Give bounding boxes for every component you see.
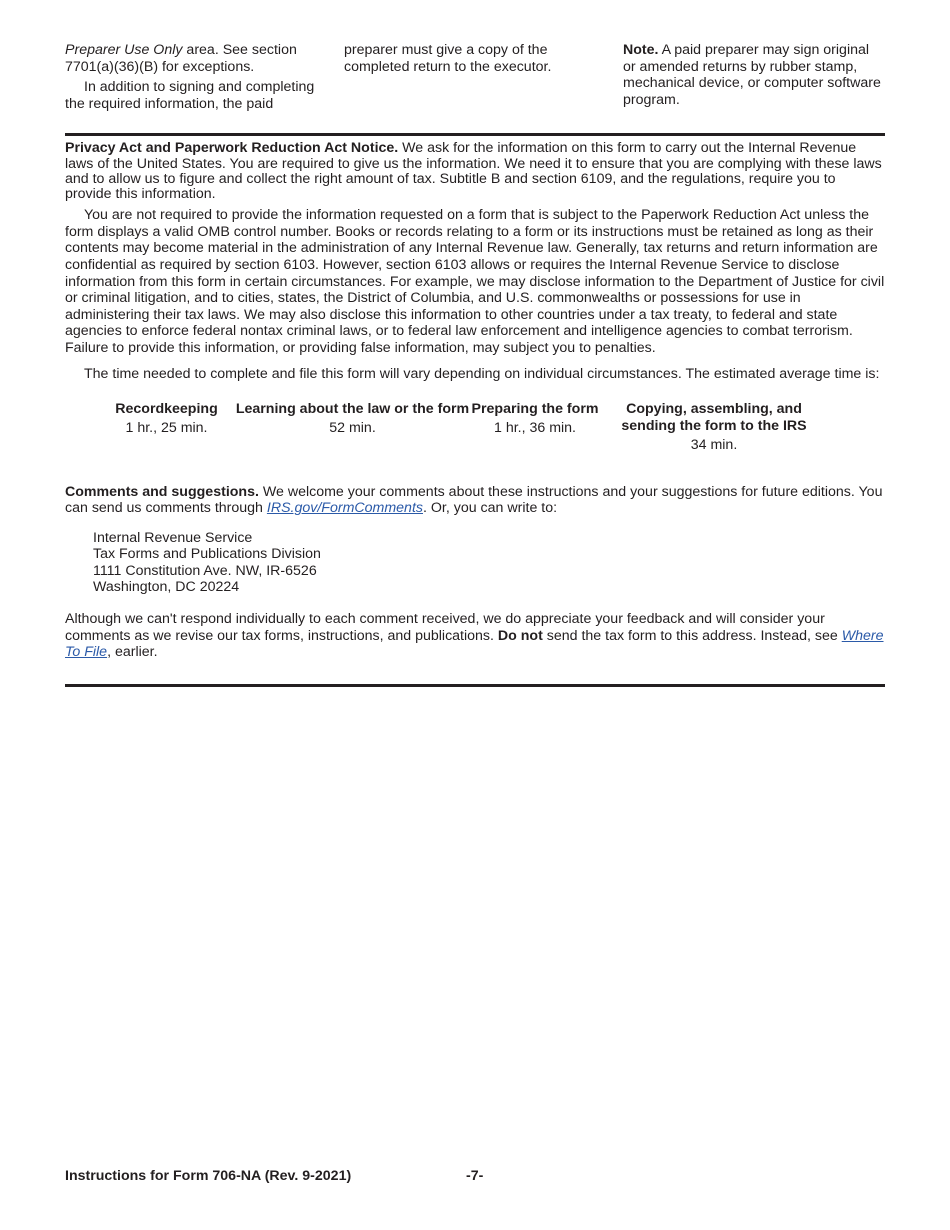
closing-paragraph (65, 611, 885, 661)
table-column-copying (600, 401, 828, 454)
closing-text-2: send the tax form to this address. Instead, see (542, 627, 842, 644)
copy-to-executor-paragraph: preparer must give a copy of the completed return to the executor. (344, 42, 552, 75)
section-divider (65, 133, 885, 136)
address-line: Internal Revenue Service (93, 529, 253, 546)
table-column-preparing (470, 401, 600, 454)
page-number: -7- (466, 1168, 484, 1184)
table-column-learning (235, 401, 470, 454)
mailing-address (93, 530, 885, 596)
address-line: Tax Forms and Publications Division (93, 546, 321, 563)
closing-text-1: Although we can't respond individually to each comment received, we do appreciate your feedback and will consider your comments as we revise our tax forms, instructions, and publications. (65, 610, 825, 644)
privacy-text-1: We ask for the information on this form to carry out the Internal Revenue laws of the United States. You are required to give us the information. We need it to ensure that you are complying with these laws and to allow us to figure and collect the right amount of tax. Subtitle B and section 6109, and the regulations, require you to provide this information. (65, 140, 882, 202)
table-value: 1 hr., 25 min. (125, 420, 208, 437)
footer-title: Instructions for Form 706-NA (Rev. 9-2021) (65, 1168, 352, 1184)
table-header: Recordkeeping (115, 401, 218, 418)
privacy-heading: Privacy Act and Paperwork Reduction Act Notice. (65, 140, 399, 157)
preparer-use-paragraph (65, 42, 327, 75)
top-columns (65, 42, 885, 112)
column-3 (623, 42, 885, 112)
note-label: Note. (623, 42, 659, 58)
note-text: A paid preparer may sign original or amended returns by rubber stamp, mechanical device, or computer software program. (623, 42, 881, 108)
where-to-file-link[interactable]: Where To File (65, 627, 884, 661)
preparer-use-rest: area. See section 7701(a)(36)(B) for exceptions. (65, 42, 297, 75)
privacy-notice-paragraph (65, 141, 885, 202)
table-header: Copying, assembling, and sending the form to the IRS (621, 401, 807, 435)
table-value: 52 min. (329, 420, 376, 437)
page-footer (65, 1168, 885, 1185)
table-header: Learning about the law or the form (235, 401, 470, 418)
closing-text-3: , earlier. (107, 644, 158, 661)
document-page (65, 42, 885, 687)
comments-heading: Comments and suggestions. (65, 483, 259, 500)
bottom-divider (65, 684, 885, 687)
time-estimate-paragraph: The time needed to complete and file this form will vary depending on individual circumstances. The estimated average time is: (84, 365, 880, 382)
comments-text-1: We welcome your comments about these instructions and your suggestions for future editions. You can send us comments through (65, 483, 883, 517)
time-estimate-table (98, 401, 828, 454)
paperwork-paragraph: You are not required to provide the information requested on a form that is subject to the Paperwork Reduction Act unless the form displays a valid OMB control number. Books or records relating to a form or its instructions must be retained as long as their contents may become material in the administration of any Internal Revenue law. Generally, tax returns and return information are confidential as required by section 6103. However, section 6103 allows or requires the Internal Revenue Service to disclose information from this form in certain circumstances. For example, we may disclose information to the Department of Justice for civil or criminal litigation, and to cities, states, the District of Columbia, and U.S. commonwealths or possessions for use in administering their tax laws. We may also disclose this information to other countries under a tax treaty, to federal and state agencies to enforce federal nontax criminal laws, or to federal law enforcement and intelligence agencies to combat terrorism. Failure to provide this information, or providing false information, may subject you to penalties. (65, 207, 885, 356)
column-1 (65, 42, 327, 112)
column-2 (344, 42, 606, 112)
do-not-bold: Do not (497, 627, 543, 644)
comments-paragraph (65, 484, 885, 517)
table-value: 1 hr., 36 min. (493, 420, 576, 437)
preparer-use-only-italic: Preparer Use Only (65, 42, 183, 58)
address-line: 1111 Constitution Ave. NW, IR-6526 (93, 562, 317, 579)
note-paragraph (623, 42, 885, 108)
address-line: Washington, DC 20224 (93, 579, 240, 596)
form-comments-link[interactable]: IRS.gov/FormComments (266, 500, 423, 517)
table-header: Preparing the form (471, 401, 599, 418)
signing-paragraph: In addition to signing and completing the required information, the paid (65, 79, 315, 112)
table-value: 34 min. (690, 437, 738, 454)
table-column-recordkeeping (98, 401, 235, 454)
comments-text-2: . Or, you can write to: (423, 500, 558, 517)
